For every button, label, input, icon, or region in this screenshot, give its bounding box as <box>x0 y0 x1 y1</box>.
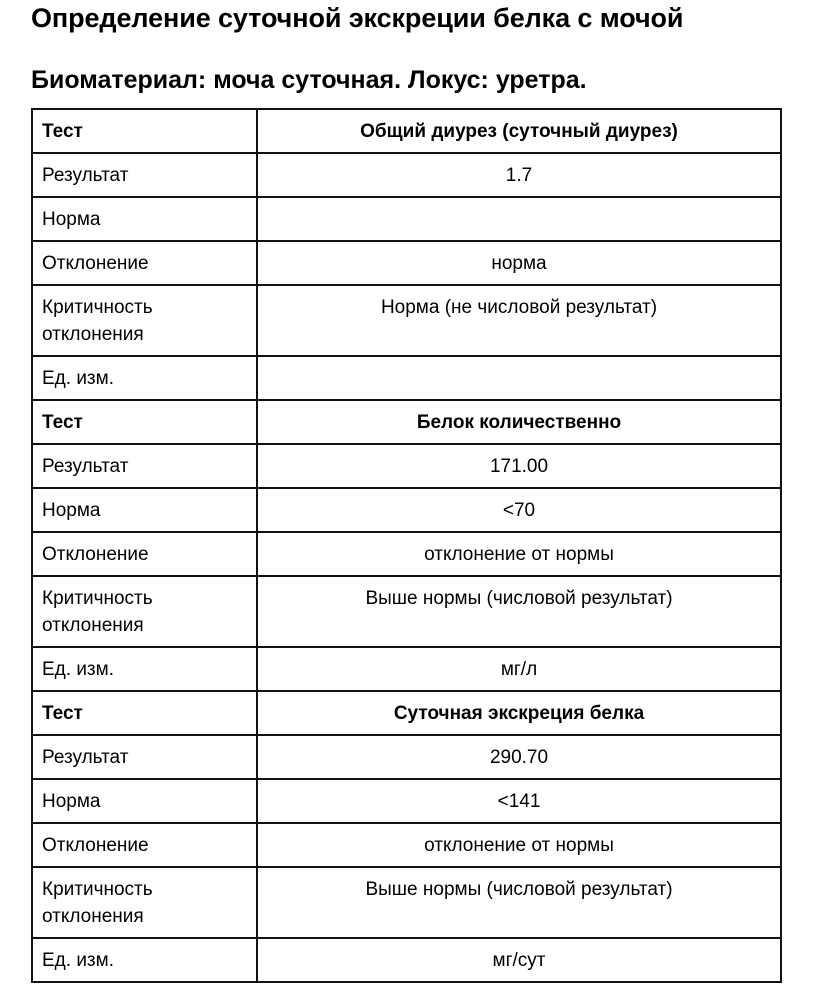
unit-label: Ед. изм. <box>32 938 257 982</box>
unit-label: Ед. изм. <box>32 356 257 400</box>
criticality-row <box>32 576 781 647</box>
norm-label: Норма <box>32 488 257 532</box>
norm-row <box>32 488 781 532</box>
criticality-label: Критичность отклонения <box>32 285 257 356</box>
unit-row <box>32 938 781 982</box>
deviation-row <box>32 241 781 285</box>
biomaterial-subtitle: Биоматериал: моча суточная. Локус: уретра. <box>31 66 587 94</box>
result-label: Результат <box>32 153 257 197</box>
unit-value: мг/сут <box>257 938 781 982</box>
unit-row <box>32 356 781 400</box>
result-label: Результат <box>32 735 257 779</box>
norm-row <box>32 197 781 241</box>
result-value: 1.7 <box>257 153 781 197</box>
deviation-label: Отклонение <box>32 532 257 576</box>
test-name: Белок количественно <box>257 400 781 444</box>
test-label: Тест <box>32 691 257 735</box>
result-label: Результат <box>32 444 257 488</box>
test-name: Суточная экскреция белка <box>257 691 781 735</box>
test-label: Тест <box>32 109 257 153</box>
norm-row <box>32 779 781 823</box>
result-row <box>32 735 781 779</box>
unit-value <box>257 356 781 400</box>
test-name: Общий диурез (суточный диурез) <box>257 109 781 153</box>
unit-value: мг/л <box>257 647 781 691</box>
norm-value: <141 <box>257 779 781 823</box>
deviation-value: отклонение от нормы <box>257 532 781 576</box>
norm-value: <70 <box>257 488 781 532</box>
criticality-label: Критичность отклонения <box>32 867 257 938</box>
result-value: 290.70 <box>257 735 781 779</box>
test-header-row <box>32 400 781 444</box>
unit-row <box>32 647 781 691</box>
test-header-row <box>32 109 781 153</box>
result-value: 171.00 <box>257 444 781 488</box>
test-header-row <box>32 691 781 735</box>
deviation-value: норма <box>257 241 781 285</box>
criticality-row <box>32 867 781 938</box>
criticality-value: Выше нормы (числовой результат) <box>257 576 781 647</box>
norm-label: Норма <box>32 779 257 823</box>
deviation-label: Отклонение <box>32 823 257 867</box>
criticality-label: Критичность отклонения <box>32 576 257 647</box>
norm-label: Норма <box>32 197 257 241</box>
deviation-row <box>32 823 781 867</box>
norm-value <box>257 197 781 241</box>
result-row <box>32 444 781 488</box>
criticality-value: Выше нормы (числовой результат) <box>257 867 781 938</box>
criticality-value: Норма (не числовой результат) <box>257 285 781 356</box>
test-label: Тест <box>32 400 257 444</box>
page-title: Определение суточной экскреции белка с мочой <box>31 3 684 33</box>
deviation-label: Отклонение <box>32 241 257 285</box>
deviation-value: отклонение от нормы <box>257 823 781 867</box>
criticality-row <box>32 285 781 356</box>
deviation-row <box>32 532 781 576</box>
result-row <box>32 153 781 197</box>
unit-label: Ед. изм. <box>32 647 257 691</box>
results-table <box>31 108 782 983</box>
